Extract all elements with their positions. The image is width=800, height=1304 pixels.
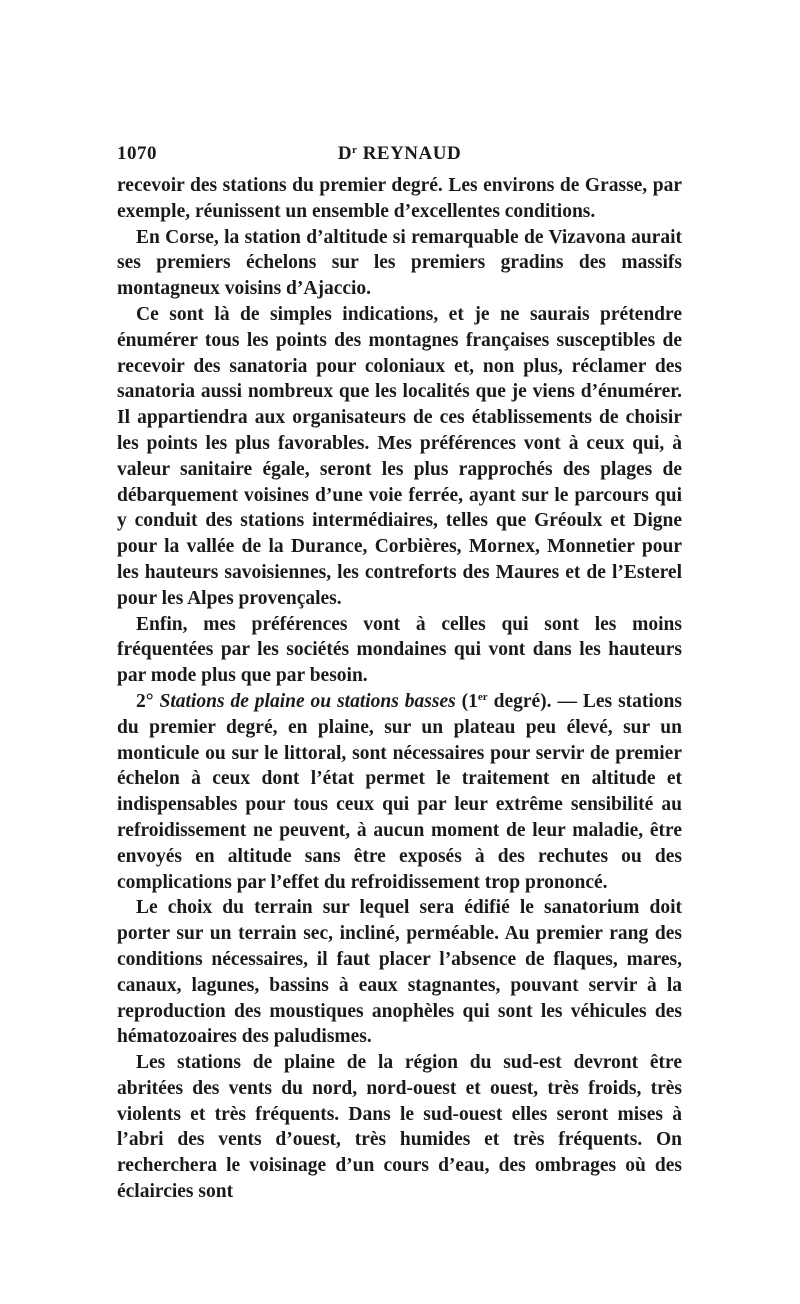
- section-degree-open: (1: [455, 690, 478, 712]
- paragraph-2: En Corse, la station d’altitude si remarquable de Vizavona aurait ses premiers échelons sur les premiers gradins des massifs montagneux voisins d’Ajaccio.: [117, 226, 682, 300]
- section-degree-sup: er: [477, 690, 488, 703]
- paragraph-5: [117, 689, 682, 895]
- paragraph-4: Enfin, mes préférences vont à celles qui sont les moins fréquentées par les sociétés mondaines qui vont dans les hauteurs par mode plus que par besoin.: [117, 613, 682, 687]
- section-number: 2°: [136, 690, 154, 712]
- paragraph-7: Les stations de plaine de la région du sud-est devront être abritées des vents du nord, nord-ouest et ouest, très froids, très violents et très fréquents. Dans le sud-ouest elles seront mises à l’abri des vents d’ouest, très humides et très fréquents. On recherchera le voisinage d’un cours d’eau, des ombrages où des éclaircies sont: [117, 1052, 682, 1203]
- running-head: [117, 143, 682, 173]
- author-heading: [117, 143, 682, 165]
- paragraph-6: Le choix du terrain sur lequel sera édifié le sanatorium doit porter sur un terrain sec, incliné, perméable. Au premier rang des conditions nécessaires, il faut placer l’absence de flaques, mares, canaux, lagunes, bassins à eaux stagnantes, pouvant servir à la reproduction des moustiques anophèles qui sont les véhicules des hématozoaires des paludismes.: [117, 897, 682, 1048]
- paragraph-3: Ce sont là de simples indications, et je ne saurais prétendre énumérer tous les points des montagnes françaises susceptibles de recevoir des sanatoria pour coloniaux et, non plus, réclamer des sanatoria aussi nombreux que les localités que je viens d’énumérer. Il appartiendra aux organisateurs de ces établissements de choisir les points les plus favorables. Mes préférences vont à ceux qui, à valeur sanitaire égale, seront les plus rapprochés des plages de débarquement voisines d’une voie ferrée, ayant sur le parcours qui y conduit des stations intermédiaires, telles que Gréoulx et Digne pour la vallée de la Durance, Corbières, Mornex, Monnetier pour les hauteurs savoisiennes, les contreforts des Maures et de l’Esterel pour les Alpes provençales.: [117, 303, 682, 609]
- book-page: [117, 143, 682, 1205]
- paragraph-1: recevoir des stations du premier degré. Les environs de Grasse, par exemple, réunissent un ensemble d’excellentes conditions.: [117, 175, 682, 222]
- body-text: [117, 173, 682, 1205]
- section-degree-close: degré).: [487, 690, 552, 712]
- author-name: REYNAUD: [362, 143, 462, 164]
- page-number: 1070: [117, 143, 157, 164]
- author-prefix-sup: r: [352, 144, 358, 156]
- author-prefix: D: [337, 143, 353, 164]
- section-text: — Les stations du premier degré, en plaine, sur un plateau peu élevé, sur un monticule ou sur le littoral, sont nécessaires pour servir de premier échelon à ceux dont l’état permet le traitement en altitude et indispensables pour tous ceux qui par leur extrême sensibilité au refroidissement ne peuvent, à aucun moment de leur maladie, être envoyés en altitude sans être exposés à des rechutes ou des complications par l’effet du refroidissement trop prononcé.: [117, 690, 682, 893]
- section-title: Stations de plaine ou stations basses: [159, 690, 456, 712]
